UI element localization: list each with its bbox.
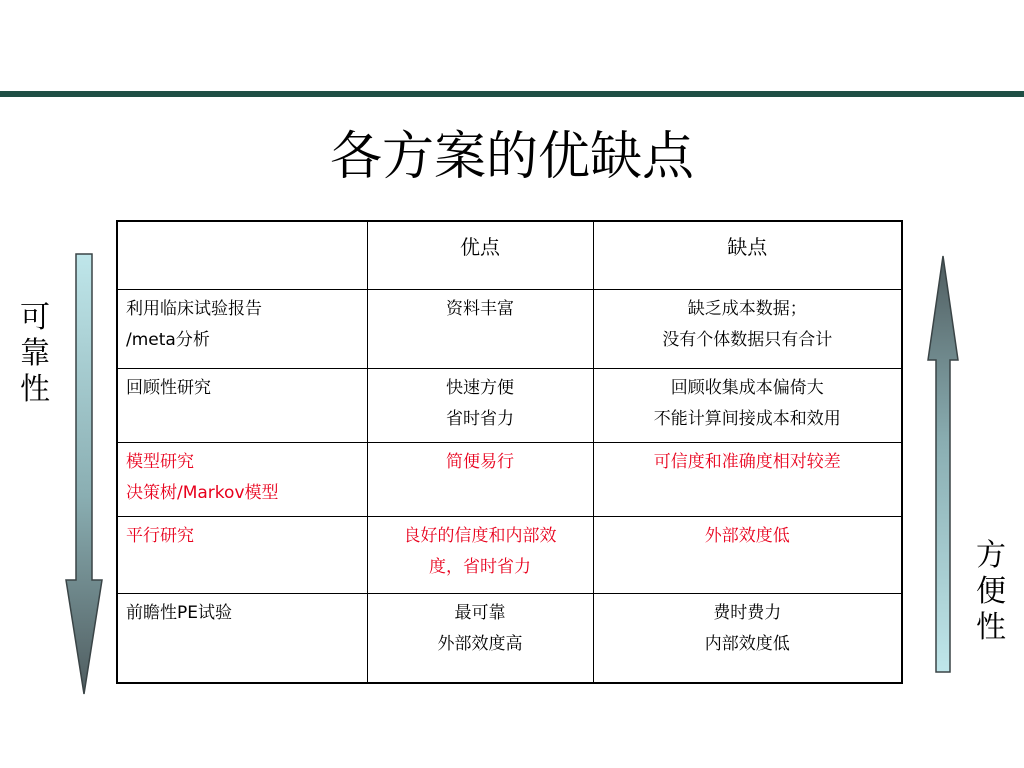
left-label-char: 可 [20,300,50,335]
pros-cell: 良好的信度和内部效 度，省时省力 [367,516,593,593]
right-label-char: 便 [976,574,1006,609]
table-row [117,368,902,442]
cons-cell: 外部效度低 [593,516,902,593]
right-label-char: 性 [976,610,1006,645]
pros-cell: 简便易行 [367,442,593,516]
table-row [117,516,902,593]
right-vertical-label [976,538,1006,646]
table-row [117,593,902,683]
method-cell: 模型研究 决策树/Markov模型 [117,442,367,516]
slide-title: 各方案的优缺点 [329,127,694,187]
cons-cell: 缺乏成本数据； 没有个体数据只有合计 [593,289,902,368]
table-header-row [117,221,902,289]
pros-cell: 资料丰富 [367,289,593,368]
reliability-down-arrow-icon [64,252,104,696]
left-label-char: 性 [20,372,50,407]
method-cell: 平行研究 [117,516,367,593]
method-cell: 利用临床试验报告 /meta分析 [117,289,367,368]
method-cell: 前瞻性PE试验 [117,593,367,683]
pros-cell: 最可靠 外部效度高 [367,593,593,683]
cons-cell: 费时费力 内部效度低 [593,593,902,683]
table-row [117,442,902,516]
table-row [117,289,902,368]
header-cell-empty [117,221,367,289]
right-label-char: 方 [976,538,1006,573]
header-cell-pros: 优点 [367,221,593,289]
cons-cell: 回顾收集成本偏倚大 不能计算间接成本和效用 [593,368,902,442]
convenience-up-arrow-icon [926,254,960,674]
cons-cell: 可信度和准确度相对较差 [593,442,902,516]
method-cell: 回顾性研究 [117,368,367,442]
top-rule [0,91,1024,97]
header-cell-cons: 缺点 [593,221,902,289]
left-vertical-label [20,300,50,408]
left-label-char: 靠 [20,336,50,371]
comparison-table [116,220,903,684]
pros-cell: 快速方便 省时省力 [367,368,593,442]
